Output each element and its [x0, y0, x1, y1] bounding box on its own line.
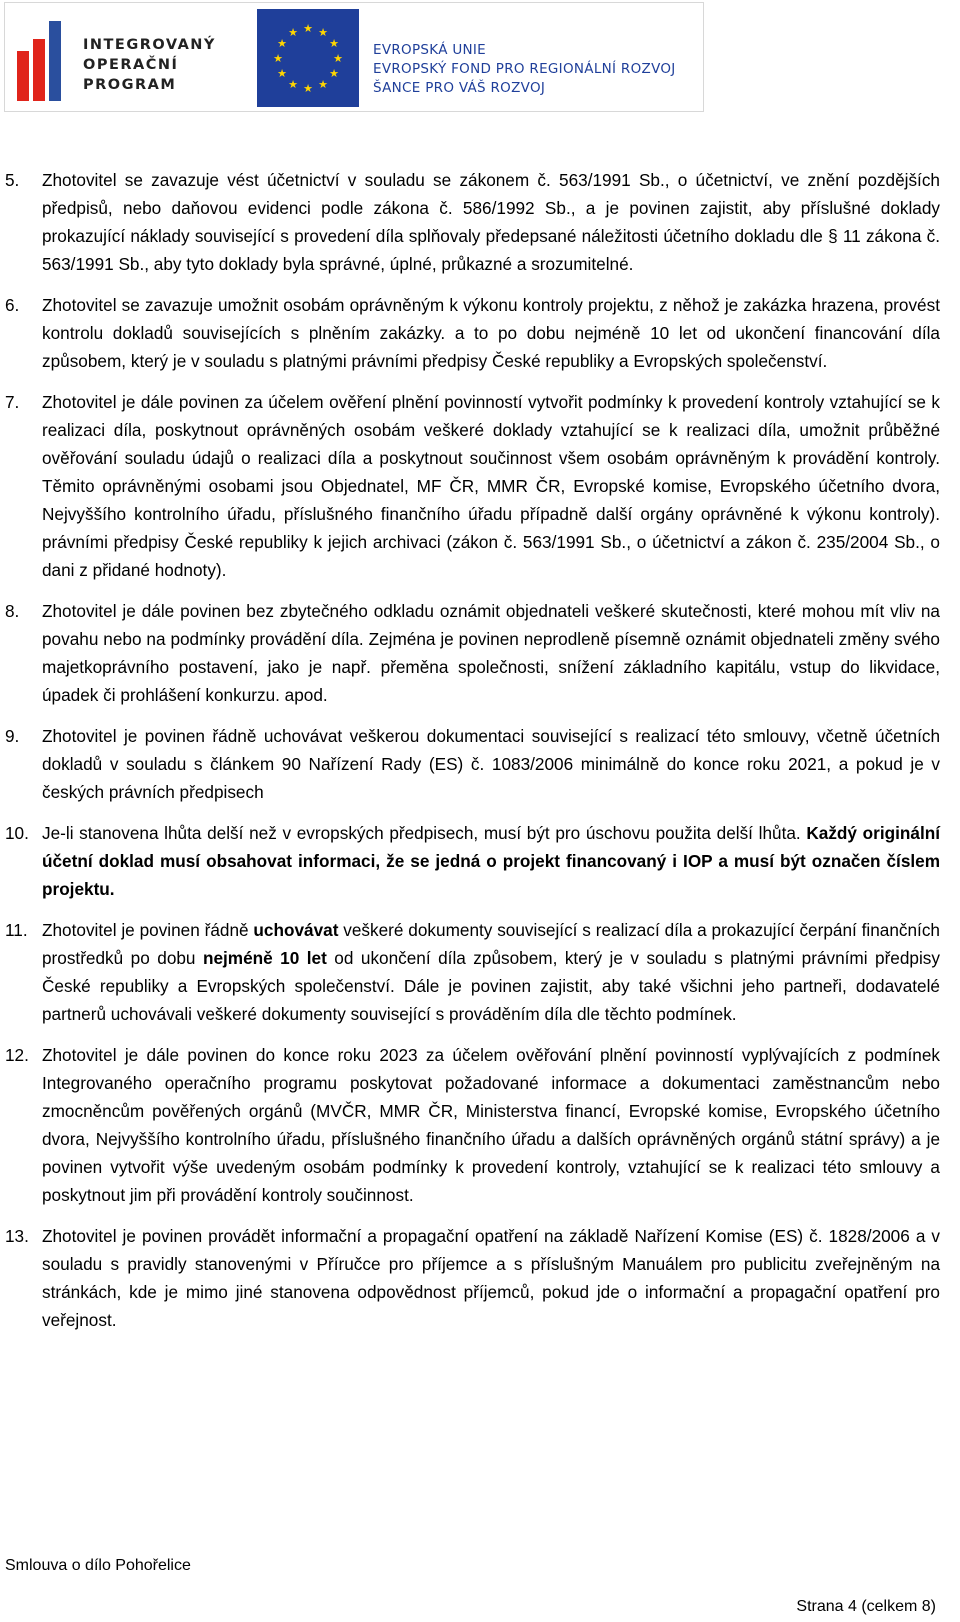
eu-star-icon: ★ — [329, 38, 339, 50]
clause-text-run: od ukončení díla způsobem, který je v souladu s platnými právními předpisy České republiky a Evropských společenství. Dále je povinen zajistit, aby také všichni jeho partneři, dodavatelé partnerů uchovávali veškeré dokumenty související s prováděním díla dle těchto podmínek. — [42, 948, 940, 1024]
clause-number: 12. — [5, 1045, 29, 1065]
eu-line-3: ŠANCE PRO VÁŠ ROZVOJ — [373, 80, 546, 96]
clause-text-run: Zhotovitel je dále povinen do konce roku 2023 za účelem ověřování plnění povinností vyplývajících z podmínek Integrovaného operačního programu poskytovat požadované informace a dokumentaci zaměstnancům nebo zmocněncům pověřených orgánů (MVČR, MMR ČR, Ministerstva financí, Evropské komise, Evropského účetního dvora, Nejvyššího kontrolního úřadu, příslušného finančního úřadu a dalších oprávněných orgánů státní správy) a je povinen vytvořit výše uvedeným osobám podmínky k provedení kontroly, vztahující se k realizaci této smlouvy a poskytnout jim při provádění kontroly součinnost. — [42, 1045, 940, 1205]
clause-text-run: Zhotovitel je povinen provádět informační a propagační opatření na základě Nařízení Komise (ES) č. 1828/2006 a v souladu s pravidly stanovenými v Příručce pro příjemce a s příslušným Manuálem pro publicitu zveřejněným na stránkách, kde je mimo jiné stanovena odpovědnost příjemců, pokud jde o informační a propagační opatření pro veřejnost. — [42, 1226, 940, 1330]
clause-item — [0, 819, 960, 903]
eu-star-icon: ★ — [318, 79, 328, 91]
clause-number: 10. — [5, 823, 29, 843]
clause-text-run: Zhotovitel je povinen řádně uchovávat veškerou dokumentaci související s realizací této smlouvy, včetně účetních dokladů v souladu s článkem 90 Nařízení Rady (ES) č. 1083/2006 minimálně do konce roku 2021, a pokud je v českých právních předpisech — [42, 726, 940, 802]
iop-line-1: INTEGROVANÝ — [83, 37, 216, 53]
clause-item — [0, 722, 960, 806]
clause-text-run: Je-li stanovena lhůta delší než v evropských předpisech, musí být pro úschovu použita delší lhůta. — [42, 823, 807, 843]
iop-line-3: PROGRAM — [83, 77, 177, 93]
clause-bold-text: Každý originální účetní doklad musí obsahovat informaci, že se jedná o projekt financovaný i IOP a musí být označen číslem projektu. — [42, 823, 940, 899]
clause-list — [0, 166, 960, 1347]
eu-flag-icon — [257, 9, 359, 107]
clause-number: 7. — [5, 392, 20, 412]
clause-text — [42, 291, 940, 375]
clause-item — [0, 166, 960, 278]
clause-text-run: Zhotovitel je dále povinen za účelem ověření plnění povinností vytvořit podmínky k provedení kontroly vztahující se k realizaci díla, poskytnout oprávněných osobám veškeré doklady vztahující se k realizaci díla, umožnit průběžné ověřování souladu údajů o realizaci díla a poskytnout součinnost všem osobám oprávněným k provádění kontroly. Těmito oprávněnými osobami jsou Objednatel, MF ČR, MMR ČR, Evropské komise, Evropského účetního dvora, Nejvyššího kontrolního úřadu, příslušného finančního úřadu případně další orgány oprávněné k výkonu kontroly). právními předpisy České republiky k jejich archivaci (zákon č. 563/1991 Sb., o účetnictví a zákon č. 235/2004 Sb., o dani z přidané hodnoty). — [42, 392, 940, 580]
clause-text-run: Zhotovitel se zavazuje umožnit osobám oprávněným k výkonu kontroly projektu, z něhož je zakázka hrazena, provést kontrolu dokladů souvisejících s plněním zakázky. a to po dobu nejméně 10 let od ukončení financování díla způsobem, který je v souladu s platnými právními předpisy České republiky a Evropských společenství. — [42, 295, 940, 371]
footer-document-title: Smlouva o dílo Pohořelice — [5, 1557, 191, 1574]
clause-number: 11. — [5, 920, 28, 940]
clause-number: 5. — [5, 170, 20, 190]
clause-text — [42, 722, 940, 806]
clause-text — [42, 597, 940, 709]
clause-text-run: Zhotovitel je povinen řádně — [42, 920, 254, 940]
clause-number: 6. — [5, 295, 20, 315]
iop-logo-text — [83, 35, 216, 95]
eu-logo-text — [373, 41, 676, 98]
clause-item — [0, 916, 960, 1028]
iop-line-2: OPERAČNÍ — [83, 57, 179, 73]
clause-number: 8. — [5, 601, 20, 621]
footer-page-number: Strana 4 (celkem 8) — [796, 1598, 936, 1615]
clause-item — [0, 1041, 960, 1209]
iop-logo-icon — [17, 21, 69, 101]
clause-item — [0, 291, 960, 375]
eu-star-icon: ★ — [277, 38, 287, 50]
eu-line-2: EVROPSKÝ FOND PRO REGIONÁLNÍ ROZVOJ — [373, 61, 676, 77]
clause-text — [42, 166, 940, 278]
eu-star-icon: ★ — [303, 23, 313, 35]
eu-star-icon: ★ — [318, 27, 328, 39]
clause-number: 13. — [5, 1226, 29, 1246]
clause-text — [42, 1041, 940, 1209]
clause-text — [42, 916, 940, 1028]
eu-line-1: EVROPSKÁ UNIE — [373, 42, 487, 58]
clause-bold-text: uchovávat — [253, 920, 339, 940]
eu-star-icon: ★ — [273, 53, 283, 65]
clause-item — [0, 388, 960, 584]
clause-number: 9. — [5, 726, 20, 746]
clause-text — [42, 819, 940, 903]
clause-item — [0, 597, 960, 709]
clause-bold-text: nejméně 10 let — [202, 948, 327, 968]
eu-star-icon: ★ — [288, 79, 298, 91]
eu-star-icon: ★ — [277, 68, 287, 80]
clause-item — [0, 1222, 960, 1334]
eu-star-icon: ★ — [333, 53, 343, 65]
eu-star-icon: ★ — [288, 27, 298, 39]
clause-text — [42, 388, 940, 584]
clause-text — [42, 1222, 940, 1334]
eu-star-icon: ★ — [303, 83, 313, 95]
clause-text-run: veškeré dokumenty související s realizací díla a prokazující čerpání finančních prostředků po dobu — [42, 920, 940, 968]
clause-text-run: Zhotovitel se zavazuje vést účetnictví v souladu se zákonem č. 563/1991 Sb., o účetnictví, ve znění pozdějších předpisů, nebo daňovou evidenci podle zákona č. 586/1992 Sb., a je povinen zajistit, aby příslušné doklady prokazující náklady související s provedení díla splňovaly předepsané náležitosti účetního dokladu dle § 11 zákona č. 563/1991 Sb., aby tyto doklady byla správné, úplné, průkazné a srozumitelné. — [42, 170, 940, 274]
header-banner — [4, 2, 704, 112]
clause-text-run: Zhotovitel je dále povinen bez zbytečného odkladu oznámit objednateli veškeré skutečnosti, které mohou mít vliv na povahu nebo na podmínky provádění díla. Zejména je povinen neprodleně písemně oznámit objednateli změny svého majetkoprávního postavení, jako je např. přeměna společnosti, snížení základního kapitálu, vstup do likvidace, úpadek či prohlášení konkurzu. apod. — [42, 601, 940, 705]
eu-star-icon: ★ — [329, 68, 339, 80]
